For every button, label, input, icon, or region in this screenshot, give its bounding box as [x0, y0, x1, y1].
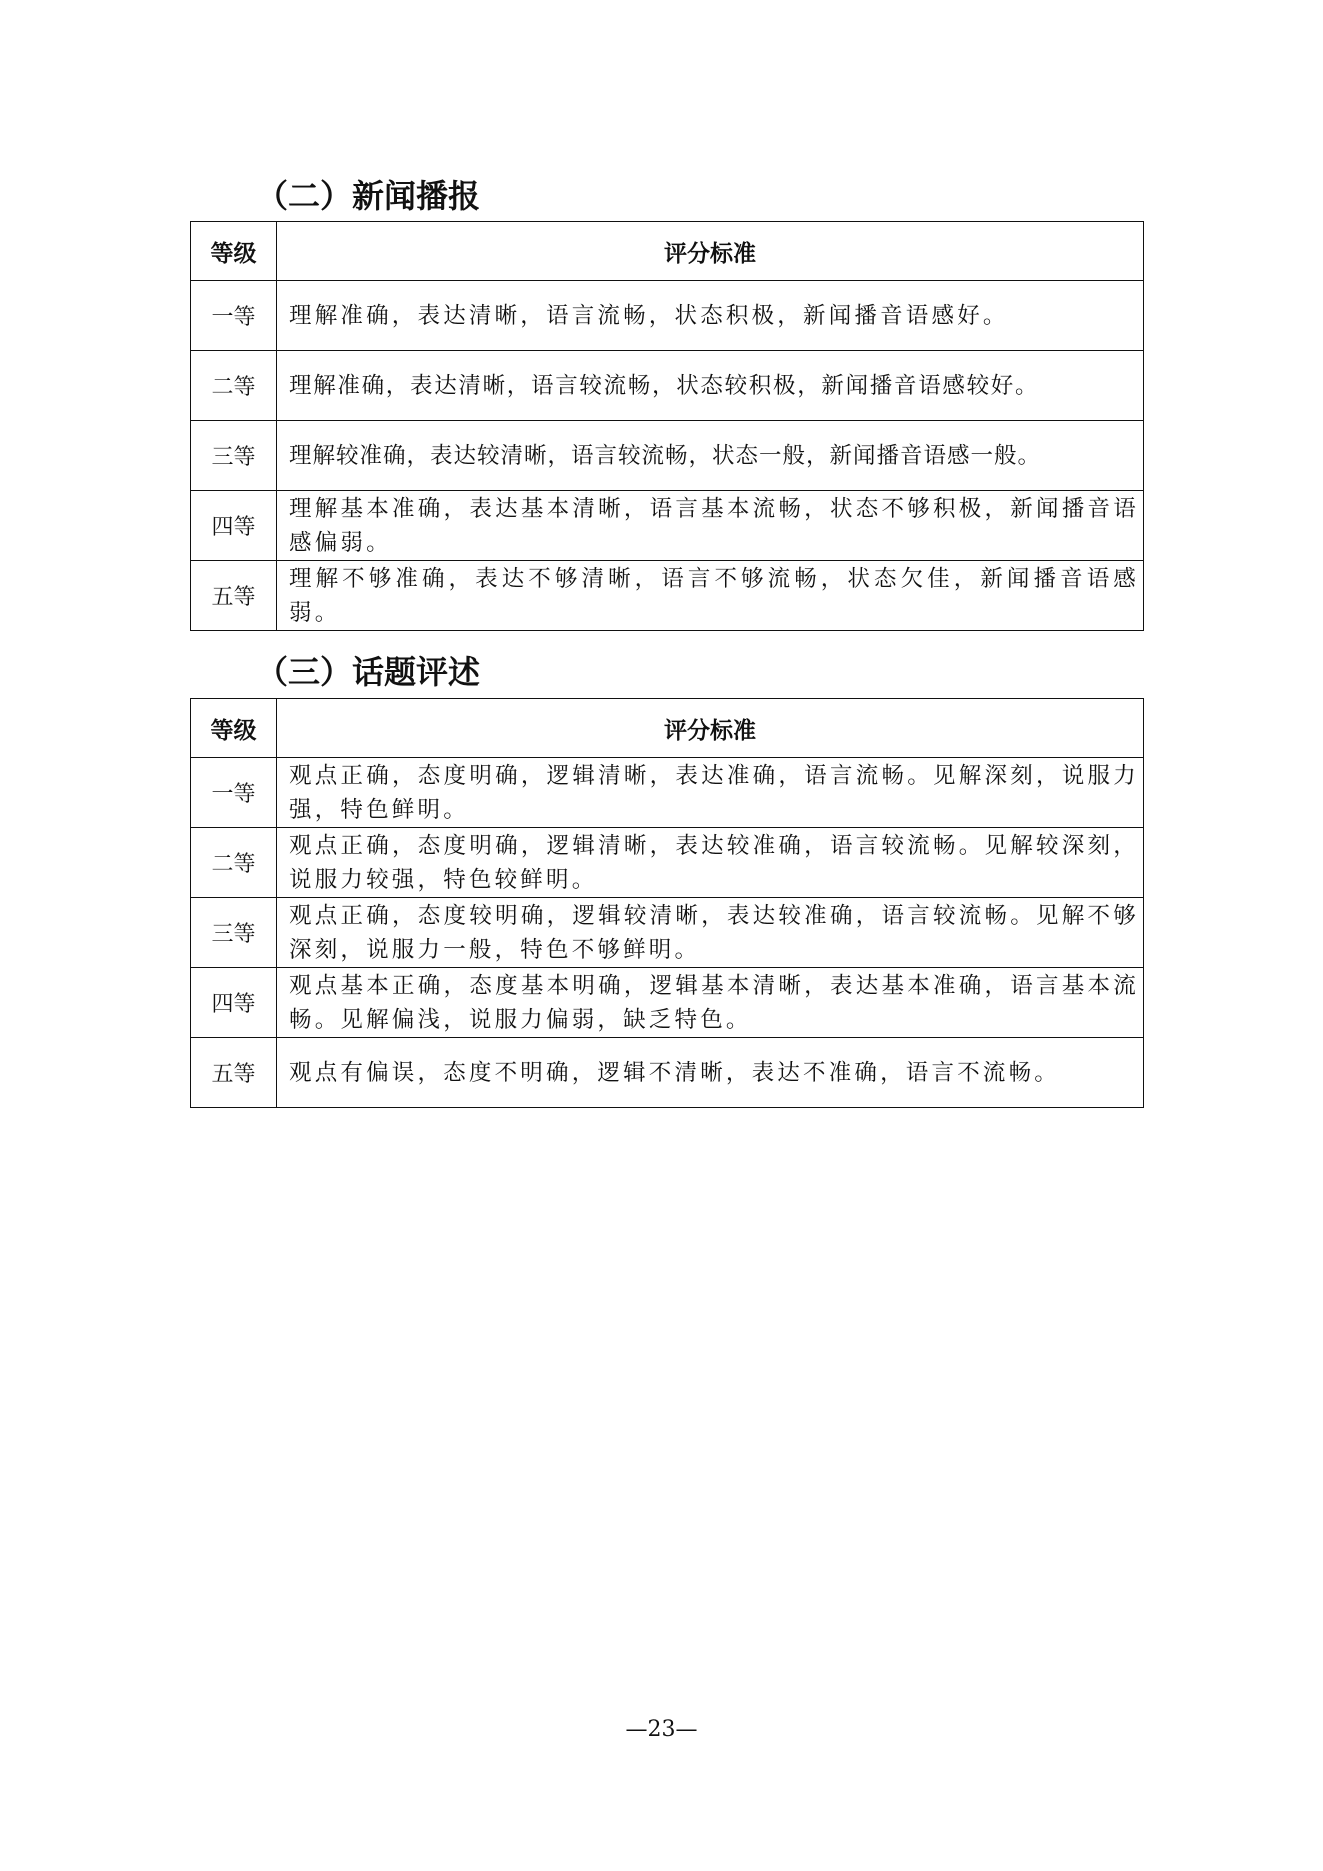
grade-cell: 三等 — [191, 421, 277, 491]
criteria-cell: 理解基本准确，表达基本清晰，语言基本流畅，状态不够积极，新闻播音语感偏弱。 — [277, 491, 1144, 561]
criteria-cell: 观点正确，态度较明确，逻辑较清晰，表达较准确，语言较流畅。见解不够深刻，说服力一般，特色不够鲜明。 — [277, 898, 1144, 968]
table-row — [191, 351, 1144, 421]
grade-cell: 三等 — [191, 898, 277, 968]
criteria-cell: 理解准确，表达清晰，语言流畅，状态积极，新闻播音语感好。 — [277, 281, 1144, 351]
criteria-cell: 理解不够准确，表达不够清晰，语言不够流畅，状态欠佳，新闻播音语感弱。 — [277, 561, 1144, 631]
news-broadcast-rubric-table — [190, 221, 1144, 631]
grade-cell: 二等 — [191, 828, 277, 898]
section-title-topic-commentary: （三）话题评述 — [256, 653, 481, 691]
criteria-cell: 观点有偏误，态度不明确，逻辑不清晰，表达不准确，语言不流畅。 — [277, 1038, 1144, 1108]
grade-cell: 四等 — [191, 968, 277, 1038]
table-row — [191, 421, 1144, 491]
table-row — [191, 828, 1144, 898]
grade-cell: 五等 — [191, 1038, 277, 1108]
grade-cell: 四等 — [191, 491, 277, 561]
table-row — [191, 898, 1144, 968]
grade-cell: 二等 — [191, 351, 277, 421]
table-row — [191, 491, 1144, 561]
table-row — [191, 561, 1144, 631]
grade-cell: 一等 — [191, 281, 277, 351]
page-number: —23— — [625, 1717, 698, 1742]
criteria-column-header: 评分标准 — [277, 222, 1144, 281]
table-row — [191, 281, 1144, 351]
criteria-cell: 理解较准确，表达较清晰，语言较流畅，状态一般，新闻播音语感一般。 — [277, 421, 1144, 491]
grade-column-header: 等级 — [191, 699, 277, 758]
topic-commentary-rubric-table — [190, 698, 1144, 1108]
criteria-cell: 观点正确，态度明确，逻辑清晰，表达准确，语言流畅。见解深刻，说服力强，特色鲜明。 — [277, 758, 1144, 828]
grade-column-header: 等级 — [191, 222, 277, 281]
grade-cell: 一等 — [191, 758, 277, 828]
table-row — [191, 758, 1144, 828]
grade-cell: 五等 — [191, 561, 277, 631]
criteria-column-header: 评分标准 — [277, 699, 1144, 758]
table-row — [191, 968, 1144, 1038]
table-row — [191, 1038, 1144, 1108]
criteria-cell: 理解准确，表达清晰，语言较流畅，状态较积极，新闻播音语感较好。 — [277, 351, 1144, 421]
table-header-row — [191, 699, 1144, 758]
table-header-row — [191, 222, 1144, 281]
criteria-cell: 观点基本正确，态度基本明确，逻辑基本清晰，表达基本准确，语言基本流畅。见解偏浅，说服力偏弱，缺乏特色。 — [277, 968, 1144, 1038]
criteria-cell: 观点正确，态度明确，逻辑清晰，表达较准确，语言较流畅。见解较深刻，说服力较强，特色较鲜明。 — [277, 828, 1144, 898]
section-title-news-broadcast: （二）新闻播报 — [256, 177, 481, 215]
